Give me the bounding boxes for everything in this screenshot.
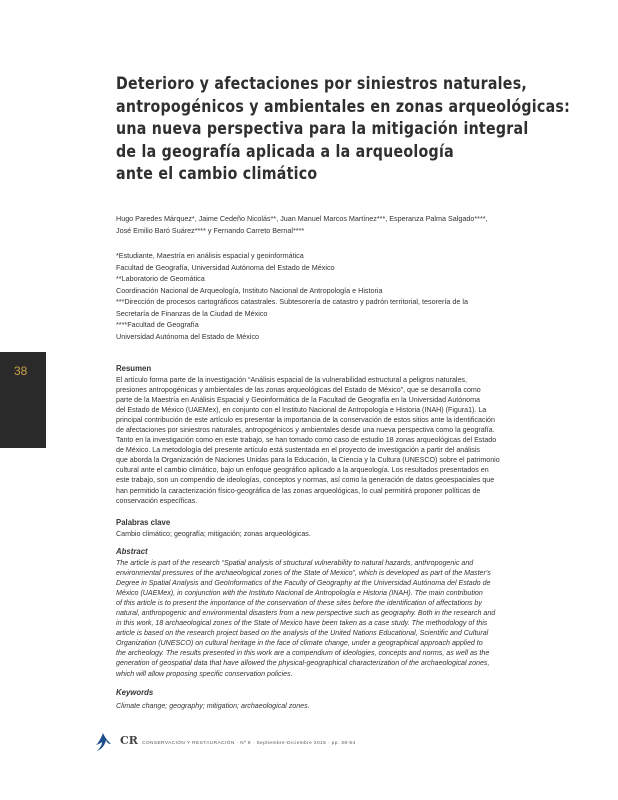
- footer-citation: CONSERVACIÓN Y RESTAURACIÓN · Nº 8 · Septiembre-Diciembre 2015 · pp. 38-54: [142, 741, 356, 746]
- abstract-line: of this article is to present the importance of the conservation of these sites before the identification of affectations by: [116, 599, 482, 608]
- bird-logo-icon: [94, 732, 112, 752]
- title-line: ante el cambio climático: [116, 164, 318, 183]
- authors: [116, 213, 504, 236]
- affiliation-line: Secretaría de Finanzas de la Ciudad de México: [116, 308, 268, 318]
- abstract-line: generation of geospatial data that have allowed the physical-geographical characterization of the archaeological zones,: [116, 659, 490, 668]
- resumen-line: este trabajo, son un compendio de ideologías, conceptos y normas, así como la generación de datos geoespaciales que: [116, 476, 495, 485]
- resumen-line: que aborda la Organización de Naciones Unidas para la Educación, la Ciencia y la Cultura (UNESCO) sobre el patrimonio: [116, 456, 500, 465]
- authors-line: Hugo Paredes Márquez*, Jaime Cedeño Nicolás**, Juan Manuel Marcos Martínez***, Esperanza Palma Salgado****,: [116, 214, 488, 223]
- journal-logo-text: CR: [120, 734, 138, 747]
- resumen-line: del Estado de México (UAEMex), en conjunto con el Instituto Nacional de Antropología e Historia (INAH) (Figura1). La: [116, 406, 487, 415]
- affiliations: [116, 250, 504, 342]
- title-line: antropogénicos y ambientales en zonas arqueológicas:: [116, 96, 571, 116]
- title-line: Deterioro y afectaciones por siniestros naturales,: [116, 74, 528, 93]
- title-line: una nueva perspectiva para la mitigación integral: [116, 119, 529, 138]
- abstract-line: environmental pressures of the archaeological zones of the State of Mexico”, which is developed as part of the Master's: [116, 569, 491, 578]
- page-number: 38: [14, 364, 28, 378]
- affiliation-line: *Estudiante, Maestría en análisis espacial y geoinformática: [116, 251, 304, 260]
- abstract-line: in this work, 18 archaeological zones of the State of Mexico have been taken as a case study. The methodology of this: [116, 619, 488, 628]
- resumen-line: conservación específicas.: [116, 496, 198, 505]
- affiliation-line: **Laboratorio de Geomática: [116, 274, 205, 283]
- title-line: de la geografía aplicada a la arqueología: [116, 141, 454, 161]
- resumen-line: parte de la Maestría en Análisis Espacial y Geoinformática de la Facultad de Geografía en la Universidad Autónoma: [116, 396, 480, 405]
- resumen-heading: Resumen: [116, 364, 152, 373]
- resumen-line: de afectaciones por siniestros naturales, antropogénicos y ambientales desde una nueva perspectiva como la geografía.: [116, 426, 495, 435]
- resumen-line: principal contribución de este artículo es presentar la importancia de la conservación de estos sitios ante la identificación: [116, 416, 495, 425]
- abstract-line: the archeology. The results presented in this work are a compendium of ideologies, concepts and norms, as well as the: [116, 649, 490, 658]
- affiliation-line: Coordinación Nacional de Arqueología, Instituto Nacional de Antropología e Historia: [116, 285, 383, 295]
- abstract-line: Organization (UNESCO) on cultural heritage in the face of climate change, under a geographical approach applied to: [116, 639, 483, 648]
- abstract-line: natural, anthropogenic and environmental disasters from a new perspective such as geography. Both in the research and: [116, 609, 496, 618]
- affiliation-line: Facultad de Geografía, Universidad Autónoma del Estado de México: [116, 262, 335, 272]
- keywords-heading: Keywords: [116, 688, 154, 697]
- palabras-clave-heading: Palabras clave: [116, 518, 171, 527]
- resumen-line: presiones antropogénicas y ambientales de las zonas arqueológicas del Estado de México”, que se desarrolla como: [116, 386, 481, 395]
- resumen-line: cultural ante el cambio climático, bajo un enfoque geográfico aplicado a la arqueología. Los resultados presentados en: [116, 466, 489, 475]
- resumen-body: [116, 375, 504, 506]
- page-footer: [94, 732, 514, 754]
- abstract-body: [116, 558, 504, 679]
- authors-line: José Emilio Baró Suárez**** y Fernando Carreto Bernal****: [116, 225, 305, 235]
- abstract-line: article is based on the research project based on the analysis of the United Nations Educational, Scientific and Cultural: [116, 629, 489, 638]
- resumen-line: han permitido la caracterización físico-geográfica de las zonas arqueológicas, lo cual permitirá proponer políticas de: [116, 486, 481, 495]
- affiliation-line: Universidad Autónoma del Estado de México: [116, 331, 260, 341]
- article-title: [116, 73, 571, 186]
- abstract-line: Degree in Spatial Analysis and GeoInformatics of the Faculty of Geography at the Universidad Autónoma del Estado de: [116, 579, 491, 588]
- abstract-line: The article is part of the research “Spatial analysis of structural vulnerability to natural hazards, anthropogenic and: [116, 559, 474, 567]
- palabras-clave-text: Cambio climático; geografía; mitigación; zonas arqueológicas.: [116, 530, 311, 538]
- abstract-line: México (UAEMex), in conjunction with the Instituto Nacional de Antropología e Historia (INAH). The main contribution: [116, 589, 483, 598]
- resumen-line: de México. La metodología del presente artículo está sustentada en el proyecto de investigación a partir del análisis: [116, 446, 480, 455]
- affiliation-line: ***Dirección de procesos cartográficos catastrales. Subtesorería de catastro y padrón territorial, tesorería de la: [116, 297, 468, 306]
- affiliation-line: ****Facultad de Geografía: [116, 320, 199, 329]
- resumen-line: El artículo forma parte de la investigación “Análisis espacial de la vulnerabilidad estructural a peligros naturales,: [116, 376, 467, 384]
- keywords-text: Climate change; geography; mitigation; archaeological zones.: [116, 702, 310, 710]
- resumen-line: Tanto en la investigación como en este trabajo, se han tomado como caso de estudio 18 zonas arqueológicas del Estado: [116, 436, 497, 445]
- abstract-heading: Abstract: [116, 547, 148, 556]
- abstract-line: which will allow proposing specific conservation policies.: [116, 669, 293, 678]
